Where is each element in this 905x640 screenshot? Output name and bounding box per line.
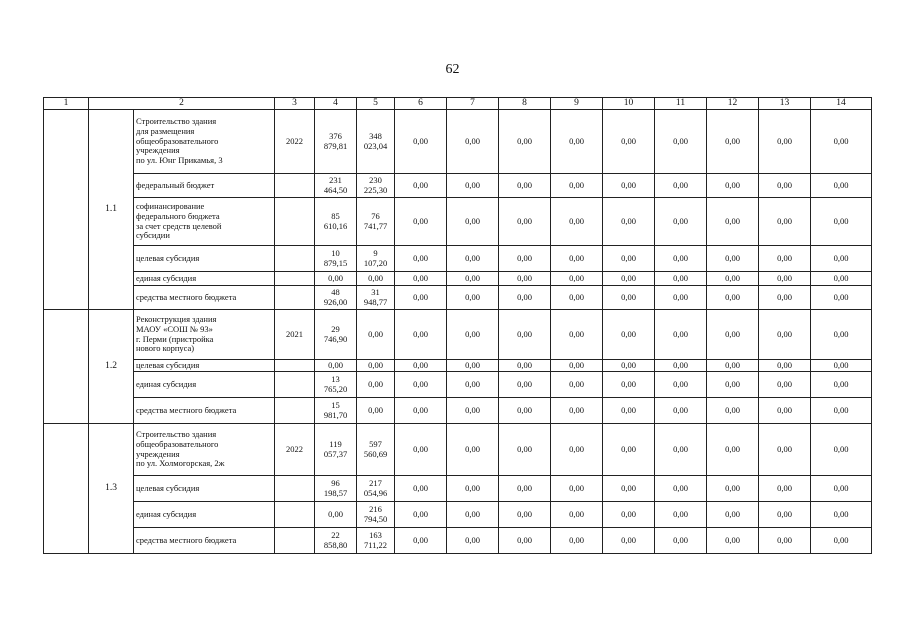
value-col-14: 0,00 (811, 110, 872, 174)
value-col-12: 0,00 (707, 398, 759, 424)
header-row (44, 98, 872, 110)
value-col-9: 0,00 (551, 310, 603, 360)
value-col-10: 0,00 (603, 272, 655, 286)
value-col-4: 0,00 (315, 272, 357, 286)
value-col-8: 0,00 (499, 476, 551, 502)
table-row (44, 528, 872, 554)
table-row (44, 110, 872, 174)
year-cell (275, 502, 315, 528)
value-col-12: 0,00 (707, 198, 759, 246)
value-col-5: 0,00 (357, 360, 395, 372)
column-header: 6 (395, 98, 447, 110)
value-col-10: 0,00 (603, 398, 655, 424)
value-col-7: 0,00 (447, 372, 499, 398)
value-col-14: 0,00 (811, 310, 872, 360)
value-col-12: 0,00 (707, 286, 759, 310)
value-col-5: 163 711,22 (357, 528, 395, 554)
value-col-12: 0,00 (707, 476, 759, 502)
value-col-6: 0,00 (395, 198, 447, 246)
value-col-6: 0,00 (395, 310, 447, 360)
value-col-4: 376 879,81 (315, 110, 357, 174)
row-description: софинансирование федерального бюджета за счет средств целевой субсидии (134, 198, 275, 246)
value-col-8: 0,00 (499, 246, 551, 272)
column-header: 12 (707, 98, 759, 110)
value-col-6: 0,00 (395, 424, 447, 476)
year-cell (275, 528, 315, 554)
value-col-7: 0,00 (447, 110, 499, 174)
row-description: целевая субсидия (134, 360, 275, 372)
year-cell (275, 272, 315, 286)
year-cell: 2022 (275, 424, 315, 476)
value-col-11: 0,00 (655, 286, 707, 310)
value-col-5: 230 225,30 (357, 174, 395, 198)
column-header: 3 (275, 98, 315, 110)
value-col-13: 0,00 (759, 476, 811, 502)
value-col-8: 0,00 (499, 272, 551, 286)
value-col-6: 0,00 (395, 110, 447, 174)
value-col-4: 29 746,90 (315, 310, 357, 360)
value-col-4: 13 765,20 (315, 372, 357, 398)
value-col-7: 0,00 (447, 174, 499, 198)
year-cell: 2022 (275, 110, 315, 174)
value-col-11: 0,00 (655, 360, 707, 372)
value-col-13: 0,00 (759, 360, 811, 372)
year-cell (275, 360, 315, 372)
column-header: 5 (357, 98, 395, 110)
value-col-6: 0,00 (395, 360, 447, 372)
value-col-9: 0,00 (551, 398, 603, 424)
value-col-14: 0,00 (811, 360, 872, 372)
value-col-5: 0,00 (357, 372, 395, 398)
value-col-4: 48 926,00 (315, 286, 357, 310)
value-col-13: 0,00 (759, 372, 811, 398)
value-col-4: 0,00 (315, 360, 357, 372)
value-col-11: 0,00 (655, 174, 707, 198)
table-row (44, 174, 872, 198)
value-col-13: 0,00 (759, 198, 811, 246)
column-header: 14 (811, 98, 872, 110)
value-col-10: 0,00 (603, 360, 655, 372)
value-col-9: 0,00 (551, 272, 603, 286)
value-col-8: 0,00 (499, 174, 551, 198)
value-col-14: 0,00 (811, 502, 872, 528)
value-col-8: 0,00 (499, 198, 551, 246)
value-col-12: 0,00 (707, 502, 759, 528)
value-col-5: 0,00 (357, 398, 395, 424)
value-col-4: 0,00 (315, 502, 357, 528)
value-col-10: 0,00 (603, 424, 655, 476)
value-col-12: 0,00 (707, 110, 759, 174)
value-col-9: 0,00 (551, 198, 603, 246)
value-col-7: 0,00 (447, 272, 499, 286)
value-col-12: 0,00 (707, 424, 759, 476)
value-col-10: 0,00 (603, 246, 655, 272)
value-col-7: 0,00 (447, 476, 499, 502)
page-number: 62 (445, 62, 460, 77)
value-col-8: 0,00 (499, 286, 551, 310)
table-row (44, 286, 872, 310)
value-col-9: 0,00 (551, 360, 603, 372)
value-col-11: 0,00 (655, 310, 707, 360)
section-id: 1.2 (89, 310, 134, 424)
value-col-8: 0,00 (499, 528, 551, 554)
value-col-5: 216 794,50 (357, 502, 395, 528)
value-col-8: 0,00 (499, 360, 551, 372)
column-header: 4 (315, 98, 357, 110)
value-col-11: 0,00 (655, 398, 707, 424)
row-description: Реконструкция здания МАОУ «СОШ № 93» г. Перми (пристройка нового корпуса) (134, 310, 275, 360)
column-header: 8 (499, 98, 551, 110)
table-row (44, 272, 872, 286)
value-col-13: 0,00 (759, 272, 811, 286)
value-col-5: 31 948,77 (357, 286, 395, 310)
table-row (44, 246, 872, 272)
value-col-11: 0,00 (655, 110, 707, 174)
value-col-12: 0,00 (707, 528, 759, 554)
value-col-9: 0,00 (551, 502, 603, 528)
section-id: 1.1 (89, 110, 134, 310)
year-cell (275, 476, 315, 502)
value-col-13: 0,00 (759, 174, 811, 198)
year-cell (275, 198, 315, 246)
value-col-8: 0,00 (499, 310, 551, 360)
value-col-12: 0,00 (707, 372, 759, 398)
section-id: 1.3 (89, 424, 134, 554)
row-description: целевая субсидия (134, 476, 275, 502)
table-row (44, 372, 872, 398)
value-col-13: 0,00 (759, 110, 811, 174)
value-col-14: 0,00 (811, 174, 872, 198)
value-col-10: 0,00 (603, 198, 655, 246)
value-col-13: 0,00 (759, 310, 811, 360)
value-col-5: 9 107,20 (357, 246, 395, 272)
column-header: 1 (44, 98, 89, 110)
value-col-7: 0,00 (447, 424, 499, 476)
column-header: 7 (447, 98, 499, 110)
value-col-6: 0,00 (395, 476, 447, 502)
column-header: 11 (655, 98, 707, 110)
value-col-6: 0,00 (395, 372, 447, 398)
value-col-6: 0,00 (395, 174, 447, 198)
value-col-10: 0,00 (603, 110, 655, 174)
value-col-14: 0,00 (811, 528, 872, 554)
row-description: средства местного бюджета (134, 528, 275, 554)
column-header: 10 (603, 98, 655, 110)
value-col-4: 231 464,50 (315, 174, 357, 198)
value-col-10: 0,00 (603, 502, 655, 528)
value-col-13: 0,00 (759, 398, 811, 424)
row-description: целевая субсидия (134, 246, 275, 272)
row-description: средства местного бюджета (134, 398, 275, 424)
value-col-8: 0,00 (499, 372, 551, 398)
row-description: единая субсидия (134, 502, 275, 528)
year-cell (275, 372, 315, 398)
value-col-9: 0,00 (551, 372, 603, 398)
value-col-9: 0,00 (551, 286, 603, 310)
column-header: 9 (551, 98, 603, 110)
value-col-13: 0,00 (759, 286, 811, 310)
value-col-13: 0,00 (759, 424, 811, 476)
value-col-8: 0,00 (499, 398, 551, 424)
row-number-cell (44, 310, 89, 424)
value-col-12: 0,00 (707, 246, 759, 272)
value-col-6: 0,00 (395, 528, 447, 554)
value-col-14: 0,00 (811, 198, 872, 246)
value-col-13: 0,00 (759, 246, 811, 272)
row-description: единая субсидия (134, 272, 275, 286)
value-col-11: 0,00 (655, 372, 707, 398)
row-description: средства местного бюджета (134, 286, 275, 310)
row-number-cell (44, 110, 89, 310)
table-row (44, 502, 872, 528)
value-col-9: 0,00 (551, 476, 603, 502)
value-col-7: 0,00 (447, 360, 499, 372)
value-col-6: 0,00 (395, 502, 447, 528)
table-row (44, 476, 872, 502)
table-row (44, 360, 872, 372)
value-col-9: 0,00 (551, 528, 603, 554)
value-col-5: 0,00 (357, 310, 395, 360)
column-header: 2 (89, 98, 275, 110)
value-col-10: 0,00 (603, 174, 655, 198)
value-col-7: 0,00 (447, 310, 499, 360)
value-col-5: 217 054,96 (357, 476, 395, 502)
value-col-9: 0,00 (551, 424, 603, 476)
value-col-7: 0,00 (447, 246, 499, 272)
year-cell (275, 246, 315, 272)
value-col-10: 0,00 (603, 476, 655, 502)
value-col-12: 0,00 (707, 360, 759, 372)
value-col-12: 0,00 (707, 272, 759, 286)
value-col-8: 0,00 (499, 424, 551, 476)
value-col-11: 0,00 (655, 272, 707, 286)
value-col-10: 0,00 (603, 286, 655, 310)
row-description: единая субсидия (134, 372, 275, 398)
value-col-8: 0,00 (499, 110, 551, 174)
value-col-6: 0,00 (395, 272, 447, 286)
value-col-14: 0,00 (811, 372, 872, 398)
value-col-6: 0,00 (395, 246, 447, 272)
value-col-7: 0,00 (447, 198, 499, 246)
value-col-7: 0,00 (447, 286, 499, 310)
value-col-4: 85 610,16 (315, 198, 357, 246)
value-col-7: 0,00 (447, 502, 499, 528)
value-col-4: 119 057,37 (315, 424, 357, 476)
year-cell: 2021 (275, 310, 315, 360)
value-col-11: 0,00 (655, 502, 707, 528)
value-col-5: 76 741,77 (357, 198, 395, 246)
value-col-14: 0,00 (811, 286, 872, 310)
value-col-14: 0,00 (811, 424, 872, 476)
year-cell (275, 174, 315, 198)
value-col-11: 0,00 (655, 246, 707, 272)
value-col-13: 0,00 (759, 502, 811, 528)
value-col-6: 0,00 (395, 286, 447, 310)
row-description: федеральный бюджет (134, 174, 275, 198)
value-col-11: 0,00 (655, 198, 707, 246)
value-col-7: 0,00 (447, 398, 499, 424)
value-col-11: 0,00 (655, 528, 707, 554)
value-col-5: 597 560,69 (357, 424, 395, 476)
value-col-10: 0,00 (603, 372, 655, 398)
value-col-12: 0,00 (707, 174, 759, 198)
value-col-6: 0,00 (395, 398, 447, 424)
value-col-4: 10 879,15 (315, 246, 357, 272)
value-col-9: 0,00 (551, 110, 603, 174)
table-row (44, 424, 872, 476)
value-col-9: 0,00 (551, 246, 603, 272)
value-col-10: 0,00 (603, 310, 655, 360)
table-row (44, 398, 872, 424)
value-col-5: 348 023,04 (357, 110, 395, 174)
value-col-8: 0,00 (499, 502, 551, 528)
value-col-14: 0,00 (811, 246, 872, 272)
value-col-11: 0,00 (655, 424, 707, 476)
value-col-11: 0,00 (655, 476, 707, 502)
value-col-12: 0,00 (707, 310, 759, 360)
year-cell (275, 286, 315, 310)
value-col-4: 96 198,57 (315, 476, 357, 502)
row-number-cell (44, 424, 89, 554)
column-header: 13 (759, 98, 811, 110)
value-col-4: 15 981,70 (315, 398, 357, 424)
value-col-10: 0,00 (603, 528, 655, 554)
year-cell (275, 398, 315, 424)
value-col-7: 0,00 (447, 528, 499, 554)
budget-table (43, 97, 872, 554)
row-description: Строительство здания для размещения общеобразовательного учреждения по ул. Юнг Прикамья, 3 (134, 110, 275, 174)
value-col-14: 0,00 (811, 272, 872, 286)
row-description: Строительство здания общеобразовательного учреждения по ул. Холмогорская, 2ж (134, 424, 275, 476)
value-col-4: 22 858,80 (315, 528, 357, 554)
value-col-13: 0,00 (759, 528, 811, 554)
table-row (44, 198, 872, 246)
value-col-5: 0,00 (357, 272, 395, 286)
value-col-14: 0,00 (811, 398, 872, 424)
value-col-9: 0,00 (551, 174, 603, 198)
table-row (44, 310, 872, 360)
value-col-14: 0,00 (811, 476, 872, 502)
